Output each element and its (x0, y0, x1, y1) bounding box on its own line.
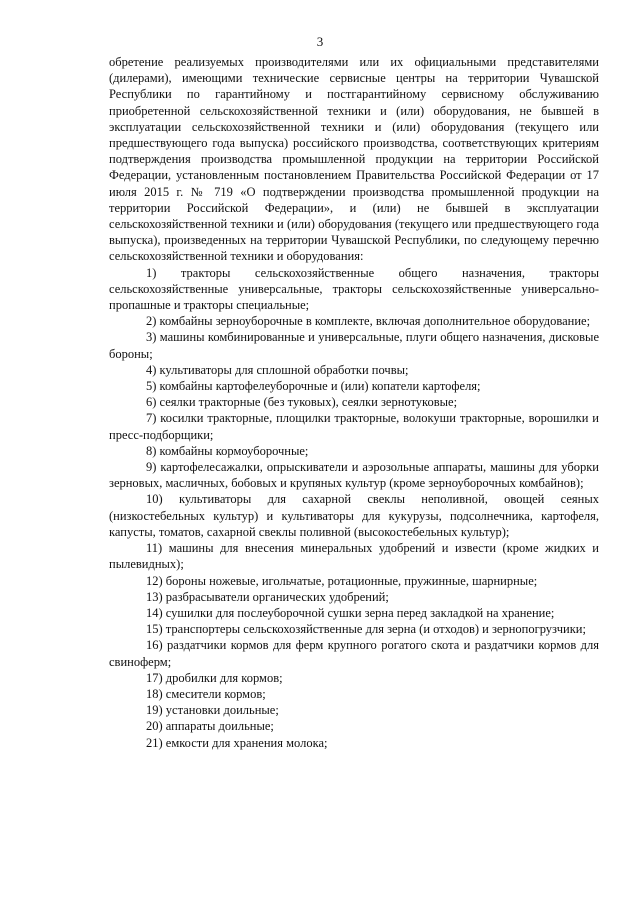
list-item: 3) машины комбинированные и универсальные, плуги общего назначения, дисковые бороны; (109, 330, 599, 361)
intro-paragraph: обретение реализуемых производителями или их официальными представителями (дилерами), имеющими технические сервисные центры на территории Чувашской Республики по гарантийному и постгарантийному сервисному обслуживанию приобретенной сельскохозяйственной техники и (или) оборудования, не бывшей в эксплуатации сельскохозяйственной техники и (или) оборудования (текущего или предшествующего года выпуска) российского производства, соответствующих критериям подтверждения производства промышленной продукции на территории Российской Федерации, установленным постановлением Правительства Российской Федерации от 17 июля 2015 г. № 719 «О подтверждении производства промышленной продукции на территории Российской Федерации», и (или) не бывшей в эксплуатации сельскохозяйственной техники и (или) оборудования (текущего или предшествующего года выпуска), произведенных на территории Чувашской Республики, по следующему перечню сельскохозяйственной техники и оборудования: (109, 55, 599, 264)
list-item: 9) картофелесажалки, опрыскиватели и аэрозольные аппараты, машины для уборки зерновых, масличных, бобовых и крупяных культур (кроме зерноуборочных комбайнов); (109, 460, 599, 491)
list-item: 19) установки доильные; (146, 703, 279, 718)
list-item: 6) сеялки тракторные (без туковых), сеялки зернотуковые; (146, 395, 458, 410)
list-item: 15) транспортеры сельскохозяйственные для зерна (и отходов) и зернопогрузчики; (146, 622, 586, 637)
list-item: 7) косилки тракторные, площилки тракторные, волокуши тракторные, ворошилки и пресс-подборщики; (109, 411, 599, 442)
list-item: 12) бороны ножевые, игольчатые, ротационные, пружинные, шарнирные; (146, 573, 538, 588)
list-item: 1) тракторы сельскохозяйственные общего назначения, тракторы сельскохозяйственные универсальные, тракторы сельскохозяйственные универсально-пропашные и тракторы специальные; (109, 265, 599, 313)
list-item: 16) раздатчики кормов для ферм крупного рогатого скота и раздатчики кормов для свиноферм; (109, 638, 599, 669)
list-item: 13) разбрасыватели органических удобрений; (146, 589, 389, 604)
list-item: 21) емкости для хранения молока; (146, 735, 328, 750)
page-number: 3 (316, 34, 324, 49)
list-item: 4) культиваторы для сплошной обработки почвы; (146, 362, 409, 377)
list-item: 14) сушилки для послеуборочной сушки зерна перед закладкой на хранение; (146, 605, 555, 620)
list-item: 8) комбайны кормоуборочные; (146, 443, 309, 458)
list-item: 20) аппараты доильные; (146, 719, 274, 734)
equipment-list (109, 265, 599, 751)
list-item: 11) машины для внесения минеральных удобрений и извести (кроме жидких и пылевидных); (109, 541, 599, 572)
list-item: 2) комбайны зерноуборочные в комплекте, включая дополнительное оборудование; (146, 314, 591, 329)
list-item: 17) дробилки для кормов; (146, 670, 283, 685)
list-item: 5) комбайны картофелеуборочные и (или) копатели картофеля; (146, 379, 481, 394)
list-item: 18) смесители кормов; (146, 686, 266, 701)
list-item: 10) культиваторы для сахарной свеклы неполивной, овощей сеяных (низкостебельных культур) и культиваторы для кукурузы, подсолнечника, картофеля, капусты, томатов, сахарной свеклы поливной (высокостебельных культур); (109, 492, 599, 539)
document-body (109, 54, 599, 751)
